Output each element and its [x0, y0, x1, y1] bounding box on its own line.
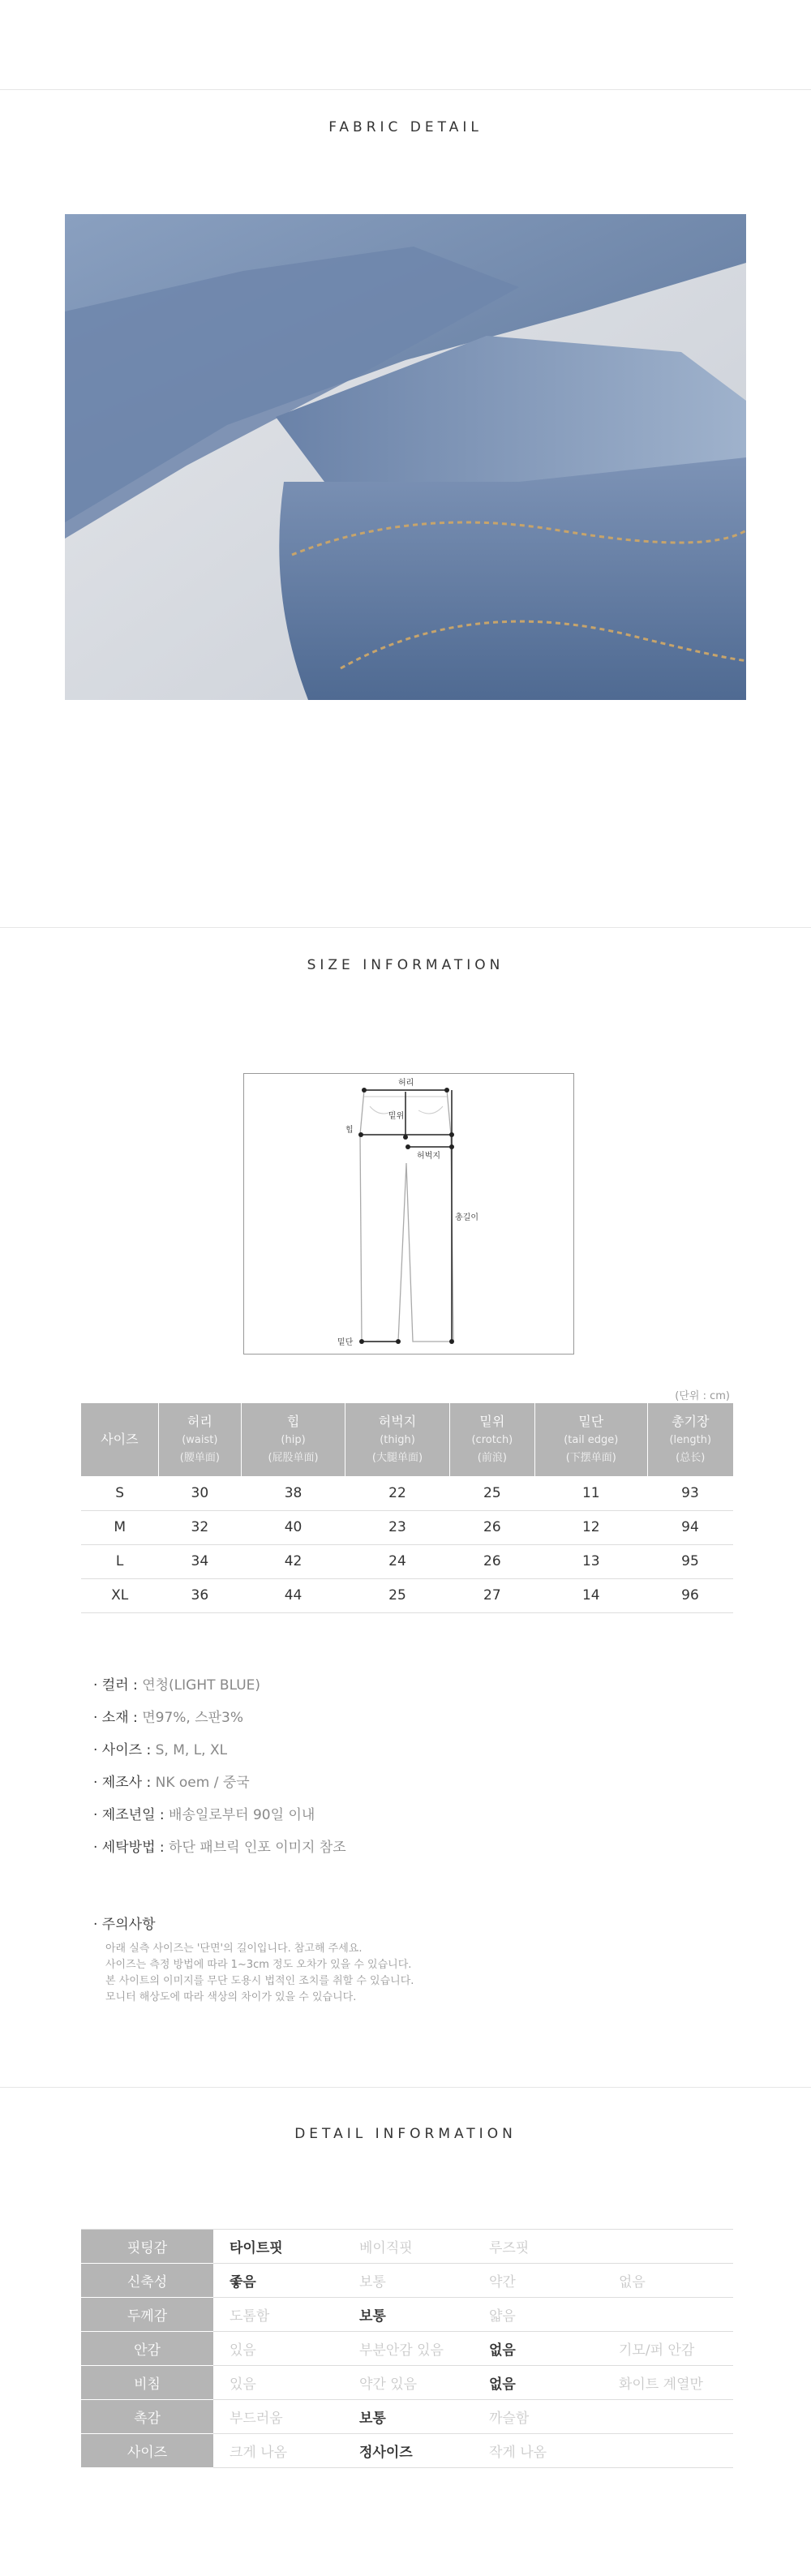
top-divider: [0, 89, 811, 90]
detail-row: [81, 2230, 733, 2264]
detail-row: [81, 2400, 733, 2434]
cell: 40: [241, 1510, 345, 1544]
cell: 95: [647, 1544, 733, 1578]
label-length: 총길이: [455, 1213, 478, 1222]
cell: XL: [81, 1578, 158, 1612]
detail-option: 부드러움: [213, 2400, 343, 2434]
table-row: [81, 1578, 733, 1612]
header-hip: 힙 (hip) (屁股单面): [241, 1403, 345, 1476]
detail-option: 작게 나옴: [473, 2434, 603, 2468]
product-specs: [93, 1669, 346, 1864]
cell: 11: [535, 1476, 647, 1510]
cell: 36: [158, 1578, 241, 1612]
cell: 14: [535, 1578, 647, 1612]
spec-sizes: · 사이즈 : S, M, L, XL: [93, 1742, 228, 1758]
detail-row-label: 신축성: [81, 2264, 213, 2298]
label-thigh: 허벅지: [417, 1152, 440, 1161]
label-hip: 힙: [345, 1126, 354, 1135]
cell: 13: [535, 1544, 647, 1578]
header-crotch: 밑위 (crotch) (前浪): [449, 1403, 534, 1476]
detail-option: 좋음: [213, 2264, 343, 2298]
cell: 32: [158, 1510, 241, 1544]
detail-row-label: 핏팅감: [81, 2230, 213, 2264]
section-divider-2: [0, 2087, 811, 2088]
size-information-title: SIZE INFORMATION: [307, 957, 504, 973]
caution-line: 모니터 해상도에 따라 색상의 차이가 있을 수 있습니다.: [105, 1991, 357, 2003]
cell: 25: [449, 1476, 534, 1510]
cell: M: [81, 1510, 158, 1544]
section-divider-1: [0, 927, 811, 928]
cell: 25: [345, 1578, 449, 1612]
detail-option: 까슬함: [473, 2400, 603, 2434]
detail-option: 있음: [213, 2332, 343, 2366]
detail-option: 보통: [343, 2298, 473, 2332]
detail-option: 루즈핏: [473, 2230, 603, 2264]
spec-washing: · 세탁방법 : 하단 패브릭 인포 이미지 참조: [93, 1840, 346, 1856]
cell: 24: [345, 1544, 449, 1578]
detail-option: 타이트핏: [213, 2230, 343, 2264]
detail-row-label: 비침: [81, 2366, 213, 2400]
cell: 96: [647, 1578, 733, 1612]
cell: 23: [345, 1510, 449, 1544]
label-waist: 허리: [398, 1079, 414, 1088]
detail-option: 보통: [343, 2264, 473, 2298]
spec-manufacture-date: · 제조년일 : 배송일로부터 90일 이내: [93, 1807, 315, 1823]
detail-option: 없음: [473, 2332, 603, 2366]
caution-line: 사이즈는 측정 방법에 따라 1~3cm 정도 오차가 있을 수 있습니다.: [105, 1959, 412, 1971]
detail-option: 베이직핏: [343, 2230, 473, 2264]
table-row: [81, 1544, 733, 1578]
detail-option: 크게 나옴: [213, 2434, 343, 2468]
header-size: 사이즈: [81, 1403, 158, 1476]
size-table-header: [81, 1403, 733, 1476]
label-hem: 밑단: [337, 1338, 354, 1347]
detail-row-label: 사이즈: [81, 2434, 213, 2468]
label-rise: 밑위: [388, 1112, 405, 1121]
detail-option: 도톰함: [213, 2298, 343, 2332]
spec-manufacturer: · 제조사 : NK oem / 중국: [93, 1775, 250, 1791]
fabric-detail-title: FABRIC DETAIL: [328, 119, 483, 135]
header-tail-edge: 밑단 (tail edge) (下摆单面): [535, 1403, 647, 1476]
cell: L: [81, 1544, 158, 1578]
fabric-photo: [65, 214, 746, 700]
size-table: [81, 1403, 733, 1613]
detail-option: 보통: [343, 2400, 473, 2434]
detail-row-label: 촉감: [81, 2400, 213, 2434]
spec-material: · 소재 : 면97%, 스판3%: [93, 1710, 244, 1726]
pants-size-diagram: [243, 1073, 574, 1355]
cell: S: [81, 1476, 158, 1510]
cell: 27: [449, 1578, 534, 1612]
caution-title: · 주의사항: [93, 1917, 156, 1933]
detail-row-label: 안감: [81, 2332, 213, 2366]
unit-label: (단위 : cm): [675, 1390, 730, 1402]
cell: 42: [241, 1544, 345, 1578]
detail-row: [81, 2332, 733, 2366]
cell: 44: [241, 1578, 345, 1612]
detail-option: [603, 2230, 733, 2264]
detail-option: 화이트 계열만: [603, 2366, 733, 2400]
caution-line: 아래 실측 사이즈는 '단면'의 길이입니다. 참고해 주세요.: [105, 1943, 363, 1955]
detail-row: [81, 2366, 733, 2400]
detail-option: [603, 2400, 733, 2434]
cell: 22: [345, 1476, 449, 1510]
detail-row: [81, 2264, 733, 2298]
detail-option: 정사이즈: [343, 2434, 473, 2468]
cell: 94: [647, 1510, 733, 1544]
detail-information-title: DETAIL INFORMATION: [294, 2126, 517, 2142]
detail-table: [81, 2229, 733, 2468]
caution-line: 본 사이트의 이미지를 무단 도용시 법적인 조치를 취할 수 있습니다.: [105, 1975, 414, 1987]
spec-color: · 컬러 : 연청(LIGHT BLUE): [93, 1677, 261, 1694]
table-row: [81, 1510, 733, 1544]
detail-option: 있음: [213, 2366, 343, 2400]
table-row: [81, 1476, 733, 1510]
cell: 26: [449, 1510, 534, 1544]
detail-option: 없음: [473, 2366, 603, 2400]
detail-option: 부분안감 있음: [343, 2332, 473, 2366]
detail-row: [81, 2298, 733, 2332]
header-length: 총기장 (length) (总长): [647, 1403, 733, 1476]
cell: 38: [241, 1476, 345, 1510]
caution-notes: [93, 1913, 414, 2006]
detail-option: [603, 2434, 733, 2468]
detail-option: 약간: [473, 2264, 603, 2298]
header-thigh: 허벅지 (thigh) (大腿单面): [345, 1403, 449, 1476]
detail-option: 약간 있음: [343, 2366, 473, 2400]
cell: 34: [158, 1544, 241, 1578]
detail-option: 얇음: [473, 2298, 603, 2332]
cell: 30: [158, 1476, 241, 1510]
cell: 26: [449, 1544, 534, 1578]
detail-row-label: 두께감: [81, 2298, 213, 2332]
header-waist: 허리 (waist) (腰单面): [158, 1403, 241, 1476]
detail-row: [81, 2434, 733, 2468]
detail-option: 없음: [603, 2264, 733, 2298]
cell: 12: [535, 1510, 647, 1544]
detail-option: 기모/퍼 안감: [603, 2332, 733, 2366]
cell: 93: [647, 1476, 733, 1510]
detail-option: [603, 2298, 733, 2332]
